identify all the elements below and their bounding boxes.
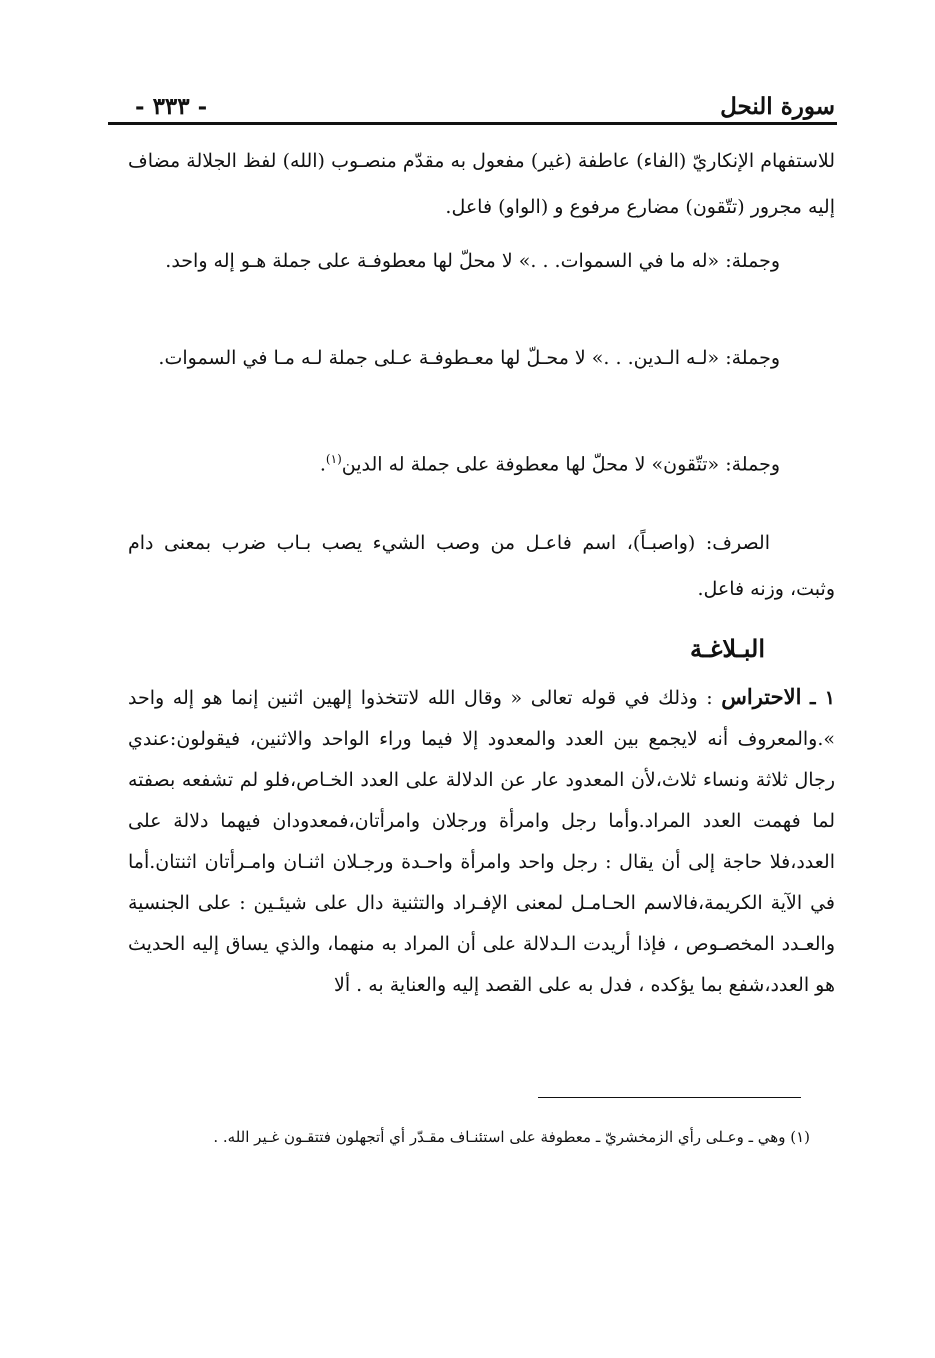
- balagha-item: [128, 676, 835, 1006]
- header-rule: [108, 122, 837, 125]
- paragraph-3: [128, 335, 835, 381]
- item-number: ١ ـ: [810, 687, 835, 709]
- item-term: الاحتراس: [721, 684, 802, 709]
- paragraph-4: [128, 436, 835, 487]
- page-number: - ٣٣٣ -: [135, 93, 208, 120]
- footnote-text: (١) وهي ـ وعـلى رأي الزمخشريّ ـ معطوفة على استئنـاف مقـدّر أي أتجهلون فتتقـون غـير الله. .: [213, 1128, 810, 1146]
- paragraph-4-end: .: [319, 453, 326, 476]
- item-body: : وذلك في قوله تعالى « وقال الله لاتتخذوا إلهين اثنين إنما هو إله واحد ».والمعروف أنه لايجمع بين العدد والمعدود إلا فيما وراء الواحد والاثنين، فيقولون:عندي رجال ثلاثة ونساء ثلاث،لأن المعدود عار عن الدلالة على العدد الخـاص،فلو لم تشفعه بصفته لما فهمت العدد المراد.وأما رجل وامرأة ورجلان وامرأتان،فمعدودان فيهما دلالة على العدد،فلا حاجة إلى أن يقال : رجل واحد وامرأة واحـدة ورجـلان اثنـان وامـرأتان اثنتان.أما في الآية الكريمة،فالاسم الحـامـل لمعنى الإفـراد والتثنية دال على شيئـين : على الجنسية والعـدد المخصـوص ، فإذا أريدت الـدلالة على أن المراد به منهما، والذي يساق إليه الحديث هو العدد،شفع بما يؤكده ، فدل به على القصد إليه والعناية به . ألا: [128, 687, 835, 996]
- paragraph-3-text: وجملة: «لـه الـدين. . .» لا محـلّ لها معـطوفـة عـلى جملة لـه مـا في السموات.: [158, 347, 780, 369]
- balagha-item-text: [128, 676, 835, 1006]
- paragraph-2: [128, 238, 835, 284]
- section-title-balagha: البـلاغـة: [689, 634, 765, 663]
- paragraph-4-text: [128, 436, 835, 487]
- footnote-divider: [538, 1097, 801, 1098]
- chapter-title: سورة النحل: [720, 93, 835, 120]
- paragraph-1-text: للاستفهام الإنكاريّ (الفاء) عاطفة (غير) مفعول به مقدّم منصـوب (الله) لفظ الجلالة مضاف إليه مجرور (تتّقون) مضارع مرفوع و (الواو) فاعل.: [128, 150, 835, 218]
- footnote-reference: (١): [325, 452, 342, 466]
- paragraph-sarf-text: الصرف: (واصبـاً)، اسم فاعـل من وصب الشيء يصب بـاب ضرب بمعنى دام وثبت، وزنه فاعل.: [128, 532, 835, 600]
- page-header: [135, 80, 835, 120]
- footnote: [128, 1118, 810, 1156]
- paragraph-sarf: [128, 520, 835, 612]
- paragraph-4-body: وجملة: «تتّقون» لا محلّ لها معطوفة على جملة له الدين: [341, 453, 780, 476]
- paragraph-2-text: وجملة: «له ما في السموات. . .» لا محلّ لها معطوفـة على جملة هـو إله واحد.: [165, 250, 780, 272]
- paragraph-1: [128, 138, 835, 230]
